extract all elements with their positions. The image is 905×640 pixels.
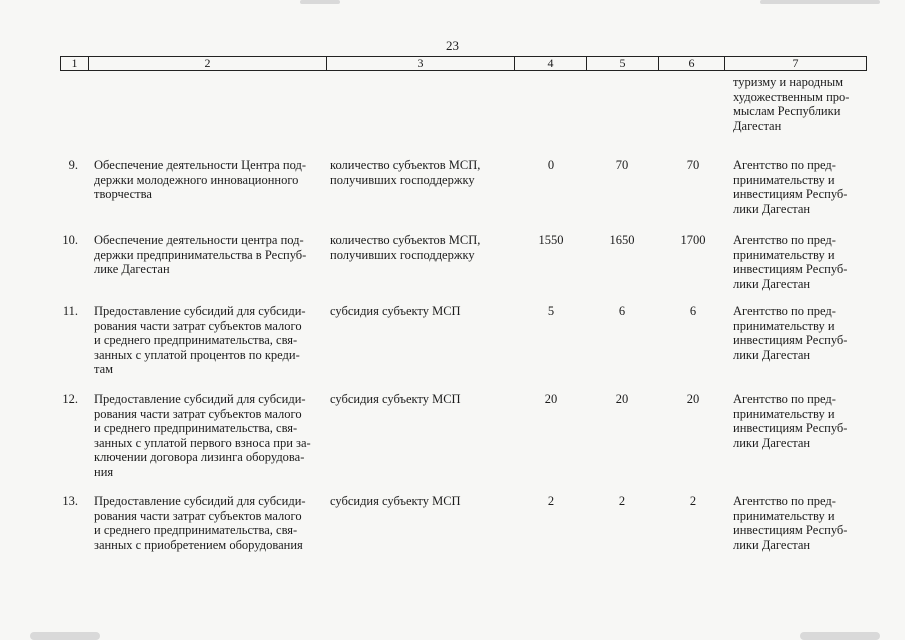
scan-artifact-top xyxy=(300,0,340,4)
agency-cell: Агентство по пред- принимательству и инвестициям Респуб- лики Дагестан xyxy=(733,233,848,291)
column-number-4: 4 xyxy=(515,57,587,71)
indicator-cell: количество субъектов МСП, получивших господдержку xyxy=(330,158,481,187)
value-col-6: 2 xyxy=(689,494,697,508)
scan-artifact-top-right xyxy=(760,0,880,4)
page-number: 23 xyxy=(446,38,459,53)
value-col-5: 20 xyxy=(615,392,629,406)
value-col-5: 2 xyxy=(618,494,626,508)
value-col-4: 20 xyxy=(544,392,558,406)
value-col-4: 0 xyxy=(547,158,555,172)
value-col-4: 2 xyxy=(547,494,555,508)
indicator-cell: субсидия субъекту МСП xyxy=(330,494,461,508)
column-number-3: 3 xyxy=(327,57,515,71)
value-col-6: 1700 xyxy=(680,233,706,247)
row-number: 10. xyxy=(62,233,78,247)
agency-cell: Агентство по пред- принимательству и инвестициям Респуб- лики Дагестан xyxy=(733,392,848,450)
value-col-6: 20 xyxy=(686,392,700,406)
indicator-cell: количество субъектов МСП, получивших господдержку xyxy=(330,233,481,262)
scan-artifact-bottom-right xyxy=(800,632,880,640)
value-col-6: 70 xyxy=(686,158,700,172)
row-number: 11. xyxy=(62,304,78,318)
column-number-5: 5 xyxy=(587,57,659,71)
agency-cell: Агентство по пред- принимательству и инвестициям Респуб- лики Дагестан xyxy=(733,304,848,362)
column-number-2: 2 xyxy=(89,57,327,71)
measure-cell: Обеспечение деятельности центра под- держки предпринимательства в Респуб- лике Дагестан xyxy=(94,233,307,277)
indicator-cell: субсидия субъекту МСП xyxy=(330,304,461,318)
value-col-5: 70 xyxy=(615,158,629,172)
scan-artifact-bottom-left xyxy=(30,632,100,640)
measure-cell: Обеспечение деятельности Центра под- держки молодежного инновационного творчества xyxy=(94,158,307,202)
column-number-header xyxy=(60,56,867,71)
column-number-6: 6 xyxy=(659,57,725,71)
value-col-5: 6 xyxy=(618,304,626,318)
column-number-1: 1 xyxy=(61,57,89,71)
value-col-4: 5 xyxy=(547,304,555,318)
continued-agency-cell: туризму и народным художественным про- мыслам Республики Дагестан xyxy=(733,75,850,133)
row-number: 13. xyxy=(62,494,78,508)
row-number: 9. xyxy=(68,158,78,172)
measure-cell: Предоставление субсидий для субсиди- рования части затрат субъектов малого и среднего предпринимательства, свя- занных с приобретением оборудования xyxy=(94,494,306,552)
agency-cell: Агентство по пред- принимательству и инвестициям Респуб- лики Дагестан xyxy=(733,494,848,552)
measure-cell: Предоставление субсидий для субсиди- рования части затрат субъектов малого и среднего предпринимательства, свя- занных с уплатой процентов по креди- там xyxy=(94,304,306,377)
indicator-cell: субсидия субъекту МСП xyxy=(330,392,461,406)
value-col-6: 6 xyxy=(689,304,697,318)
value-col-4: 1550 xyxy=(538,233,564,247)
measure-cell: Предоставление субсидий для субсиди- рования части затрат субъектов малого и среднего предпринимательства, свя- занных с уплатой первого взноса при за- ключении договора лизинга оборудова- ния xyxy=(94,392,311,479)
column-number-7: 7 xyxy=(725,57,867,71)
agency-cell: Агентство по пред- принимательству и инвестициям Респуб- лики Дагестан xyxy=(733,158,848,216)
value-col-5: 1650 xyxy=(609,233,635,247)
row-number: 12. xyxy=(62,392,78,406)
